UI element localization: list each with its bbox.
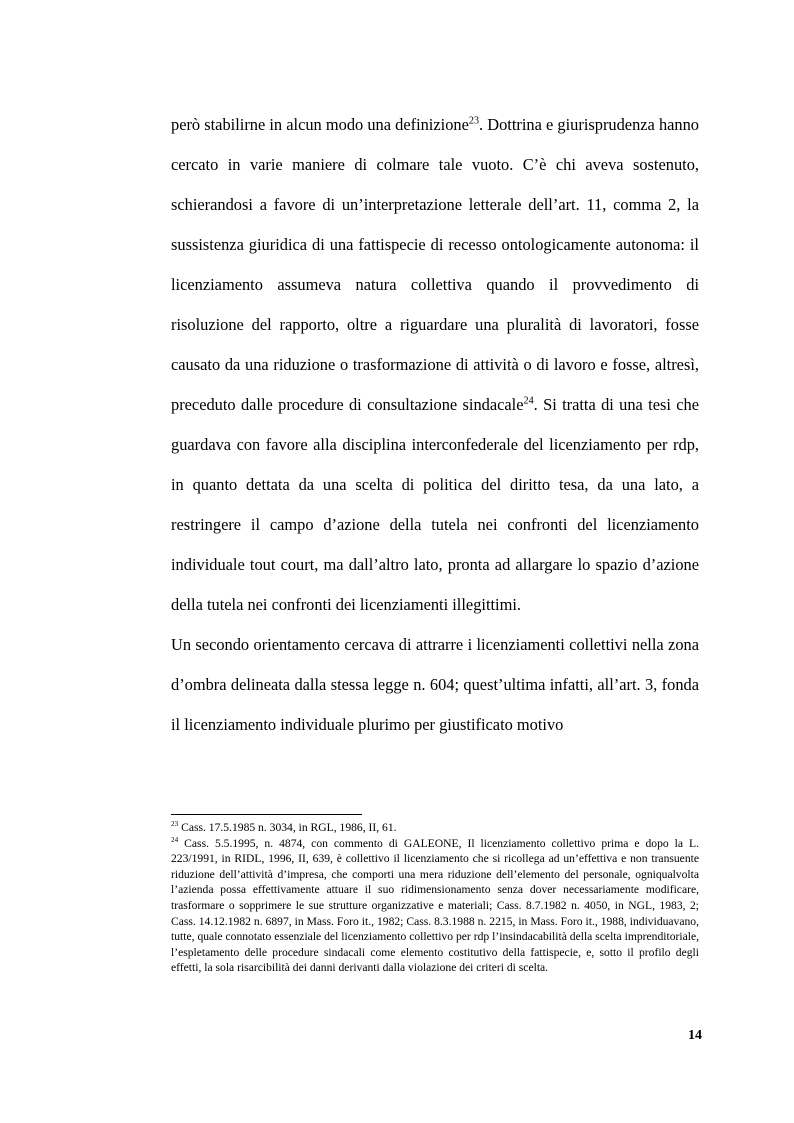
footnote-separator	[171, 814, 362, 815]
footnote-24	[171, 836, 699, 976]
paragraph-1	[171, 105, 699, 625]
footnote-23	[171, 820, 699, 836]
footnote-text: Cass. 5.5.1995, n. 4874, con commento di GALEONE, Il licenziamento collettivo prima e dopo la L. 223/1991, in RIDL, 1996, II, 639, è collettivo il licenziamento che si ricollega ad un’effettiva e non transuente riduzione dell’attività d’impresa, che comporti una mera riduzione dell’elemento del personale, ogniqualvolta l’azienda possa effettivamente attuare il suo ridimensionamento senza dover necessariamente modificare, trasformare o sopprimere le sue strutture organizzative e materiali; Cass. 8.7.1982 n. 4050, in NGL, 1983, 2; Cass. 14.12.1982 n. 6897, in Mass. Foro it., 1982; Cass. 8.3.1988 n. 2215, in Mass. Foro it., 1988, individuavano, tutte, quale connotato essenziale del licenziamento collettivo per rdp l’insindacabilità della scelta imprenditoriale, l’espletamento delle procedure sindacali come elemento costitutivo della fattispecie, e, sotto il profilo degli effetti, la sola risarcibilità dei danni derivanti dalla violazione dei criteri di scelta.	[171, 836, 699, 975]
paragraph-1-part-b: . Dottrina e giurisprudenza hanno cercato in varie maniere di colmare tale vuoto. C’è chi aveva sostenuto, schierandosi a favore di un’interpretazione letterale dell’art. 11, comma 2, la sussistenza giuridica di una fattispecie di recesso ontologicamente autonoma: il licenziamento assumeva natura collettiva quando il provvedimento di risoluzione del rapporto, oltre a riguardare una pluralità di lavoratori, fosse causato da una riduzione o trasformazione di attività o di lavoro e fosse, altresì, preceduto dalle procedure di consultazione sindacale	[171, 115, 699, 414]
footnote-number: 23	[171, 820, 179, 829]
footnote-text: Cass. 17.5.1985 n. 3034, in RGL, 1986, II, 61.	[178, 821, 397, 834]
footnote-ref-24: 24	[523, 395, 534, 407]
page-number: 14	[688, 1028, 702, 1043]
paragraph-2: Un secondo orientamento cercava di attrarre i licenziamenti collettivi nella zona d’ombra delineata dalla stessa legge n. 604; quest’ultima infatti, all’art. 3, fonda il licenziamento individuale plurimo per giustificato motivo	[171, 635, 699, 734]
body-text	[171, 105, 699, 745]
paragraph-1-part-a: però stabilirne in alcun modo una definizione	[171, 115, 469, 134]
footnote-ref-23: 23	[468, 115, 480, 127]
footnotes	[171, 820, 699, 976]
footnote-number: 24	[171, 835, 179, 844]
paragraph-1-part-c: . Si tratta di una tesi che guardava con favore alla disciplina interconfederale del licenziamento per rdp, in quanto dettata da una scelta di politica del diritto tesa, da una lato, a restringere il campo d’azione della tutela nei confronti del licenziamento individuale tout court, ma dall’altro lato, pronta ad allargare lo spazio d’azione della tutela nei confronti dei licenziamenti illegittimi.	[171, 395, 699, 614]
